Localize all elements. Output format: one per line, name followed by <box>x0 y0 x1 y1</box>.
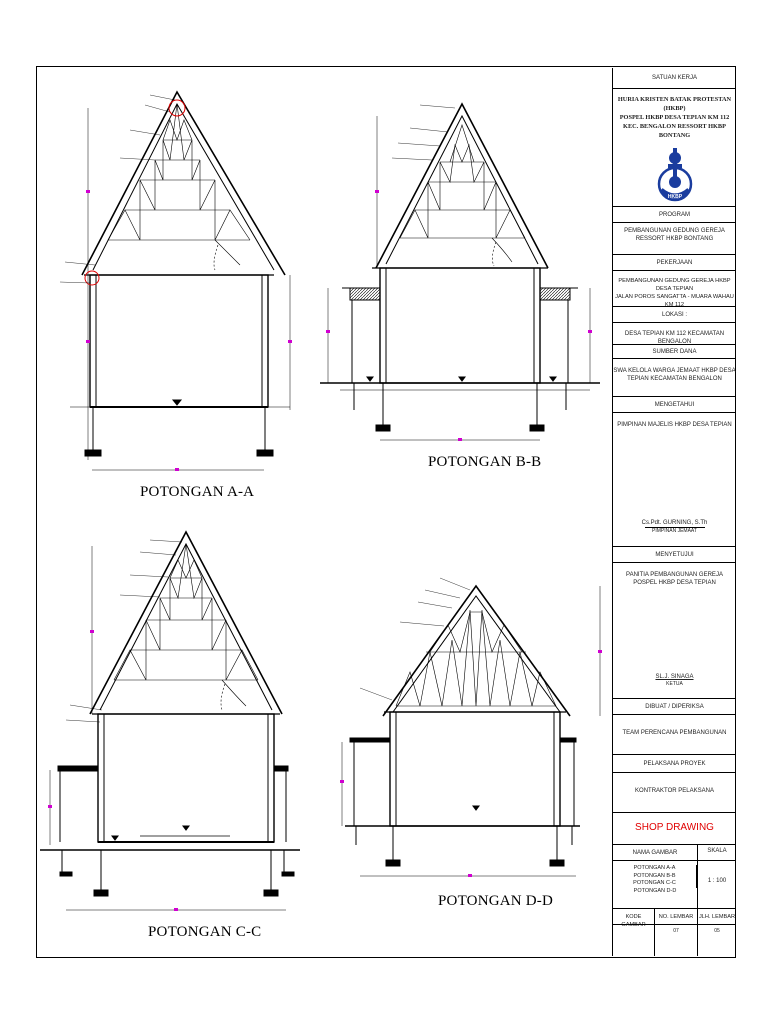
nama-gambar-header <box>613 844 736 860</box>
no-lembar-value: 07 <box>655 925 698 956</box>
nama-gambar-list <box>613 861 698 908</box>
lembar-header <box>613 908 736 928</box>
pekerjaan-line2: JALAN POROS SANGATTA - MUARA WAHAU KM 112 <box>615 294 734 308</box>
hkbp-logo <box>655 142 695 206</box>
mengetahui-role: PIMPINAN JEMAAT <box>645 527 705 534</box>
mengetahui-block <box>613 412 736 546</box>
section-c-drawing <box>40 532 300 910</box>
program-label: PROGRAM <box>613 206 736 222</box>
church-name-line2: POSPEL HKBP DESA TEPIAN KM 112 <box>619 114 730 121</box>
program-line2: RESSORT HKBP BONTANG <box>635 236 714 242</box>
kode-gambar-label: KODE GAMBAR <box>613 909 655 924</box>
nama-gambar-item: POTONGAN C-C <box>613 880 697 888</box>
section-b-title: POTONGAN B-B <box>428 454 542 470</box>
nama-gambar-item: POTONGAN A-A <box>613 865 697 873</box>
menyetujui-block <box>613 562 736 698</box>
lokasi-value: DESA TEPIAN KM 112 KECAMATAN BENGALON <box>613 322 736 344</box>
title-block <box>612 68 736 956</box>
dimension-markers <box>48 190 602 911</box>
shop-drawing-label: SHOP DRAWING <box>613 812 736 844</box>
skala-value: 1 : 100 <box>707 878 727 884</box>
nama-gambar-label: NAMA GAMBAR <box>613 845 698 860</box>
lembar-values <box>613 924 736 956</box>
section-a-title: POTONGAN A-A <box>140 484 255 500</box>
church-block <box>613 88 736 206</box>
program-value <box>613 222 736 254</box>
church-name-line3: KEC. BENGALON RESSORT HKBP BONTANG <box>623 123 726 139</box>
dibuat-value: TEAM PERENCANA PEMBANGUNAN <box>613 714 736 754</box>
kode-gambar-value <box>613 925 655 956</box>
pelaksana-label: PELAKSANA PROYEK <box>613 754 736 772</box>
satuan-kerja-label: SATUAN KERJA <box>652 75 697 81</box>
jml-lembar-value: 05 <box>714 928 720 934</box>
section-d-title: POTONGAN D-D <box>438 893 554 909</box>
sumber-dana-value <box>613 358 736 396</box>
pekerjaan-line1: PEMBANGUNAN GEDUNG GEREJA HKBP DESA TEPIAN <box>618 278 731 292</box>
no-lembar-label: NO. LEMBAR <box>655 909 698 924</box>
church-name-line1: HURIA KRISTEN BATAK PROTESTAN (HKBP) <box>617 96 732 112</box>
mengetahui-signatory: Cs.Pdt. GURNING, S.Th <box>641 520 708 526</box>
skala-label: SKALA <box>707 848 727 854</box>
pekerjaan-label: PEKERJAAN <box>613 254 736 270</box>
menyetujui-label: MENYETUJUI <box>613 546 736 562</box>
sumber-dana-line2: TEPIAN KECAMATAN BENGALON <box>627 376 722 382</box>
lokasi-label: LOKASI : <box>613 306 736 322</box>
menyetujui-signatory: SL.J. SINAGA <box>655 674 694 680</box>
nama-gambar-body <box>613 860 736 908</box>
jml-lembar-label: JLH. LEMBAR <box>698 914 736 920</box>
mengetahui-value: PIMPINAN MAJELIS HKBP DESA TEPIAN <box>617 422 732 428</box>
pelaksana-value: KONTRAKTOR PELAKSANA <box>613 772 736 812</box>
section-b-drawing <box>320 104 600 440</box>
sumber-dana-label: SUMBER DANA <box>613 344 736 358</box>
section-c-title: POTONGAN C-C <box>148 924 262 940</box>
menyetujui-role: KETUA <box>666 681 683 687</box>
dibuat-label: DIBUAT / DIPERIKSA <box>613 698 736 714</box>
mengetahui-label: MENGETAHUI <box>613 396 736 412</box>
hkbp-logo-text: HKBP <box>667 194 682 200</box>
sumber-dana-line1: SWA KELOLA WARGA JEMAAT HKBP DESA <box>613 368 736 374</box>
section-d-drawing <box>342 578 600 876</box>
pekerjaan-value <box>613 270 736 306</box>
nama-gambar-item: POTONGAN B-B <box>613 873 697 881</box>
nama-gambar-item: POTONGAN D-D <box>633 887 677 894</box>
section-a-drawing <box>60 92 290 470</box>
menyetujui-line2: POSPEL HKBP DESA TEPIAN <box>633 580 716 586</box>
menyetujui-line1: PANITIA PEMBANGUNAN GEREJA <box>626 572 723 578</box>
program-line1: PEMBANGUNAN GEDUNG GEREJA <box>624 228 725 234</box>
